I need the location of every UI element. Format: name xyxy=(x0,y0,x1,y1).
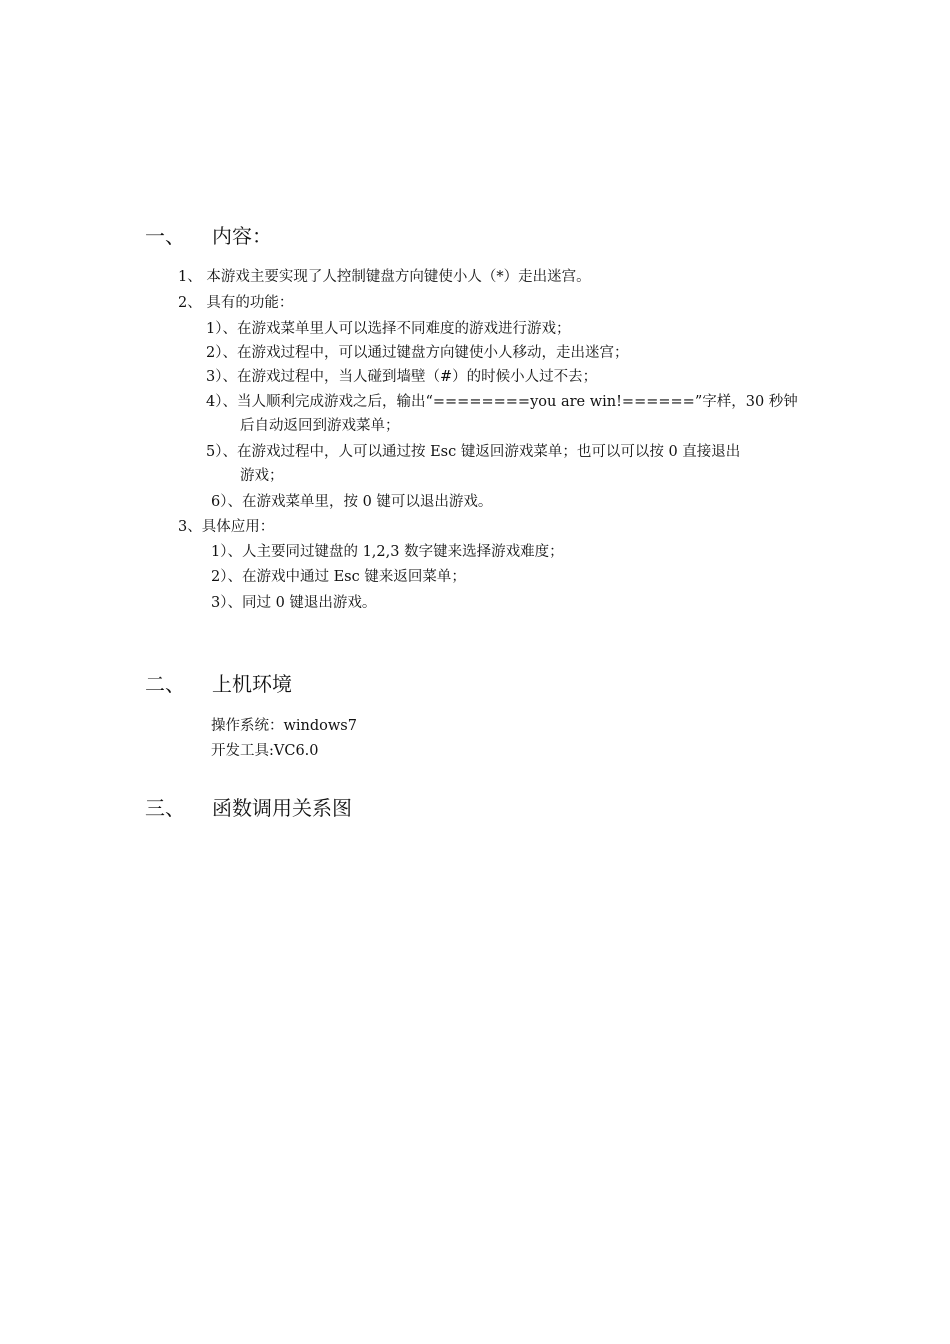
section-number: 三、 xyxy=(145,796,185,820)
content-line: 后自动返回到游戏菜单； xyxy=(240,418,400,434)
content-line: 游戏； xyxy=(240,468,284,484)
content-line: 1）、人主要同过键盘的 1,2,3 数字键来选择游戏难度； xyxy=(211,544,564,560)
content-line: 1、 本游戏主要实现了人控制键盘方向键使小人（*）走出迷宫。 xyxy=(178,269,591,285)
section-number: 一、 xyxy=(145,224,185,248)
content-line: 1）、在游戏菜单里人可以选择不同难度的游戏进行游戏； xyxy=(206,321,571,337)
content-line: 开发工具:VC6.0 xyxy=(211,743,319,759)
section-number: 二、 xyxy=(145,672,185,696)
content-line: 3）、同过 0 键退出游戏。 xyxy=(211,595,377,611)
content-line: 5）、在游戏过程中，人可以通过按 Esc 键返回游戏菜单；也可以可以按 0 直接退出 xyxy=(206,444,741,460)
section-title: 内容： xyxy=(212,224,272,248)
content-line: 2）、在游戏过程中，可以通过键盘方向键使小人移动，走出迷宫； xyxy=(206,345,629,361)
section-title: 函数调用关系图 xyxy=(212,796,352,820)
content-line: 6）、在游戏菜单里，按 0 键可以退出游戏。 xyxy=(211,494,493,510)
content-line: 3）、在游戏过程中，当人碰到墙壁（#）的时候小人过不去； xyxy=(206,369,598,385)
content-line: 4）、当人顺利完成游戏之后，输出“========you are win!======”字样，30 秒钟 xyxy=(206,394,798,410)
content-line: 2）、在游戏中通过 Esc 键来返回菜单； xyxy=(211,569,466,585)
content-line: 2、 具有的功能： xyxy=(178,295,294,311)
content-line: 操作系统：windows7 xyxy=(211,718,357,734)
section-title: 上机环境 xyxy=(212,672,292,696)
content-line: 3、具体应用： xyxy=(178,519,275,535)
